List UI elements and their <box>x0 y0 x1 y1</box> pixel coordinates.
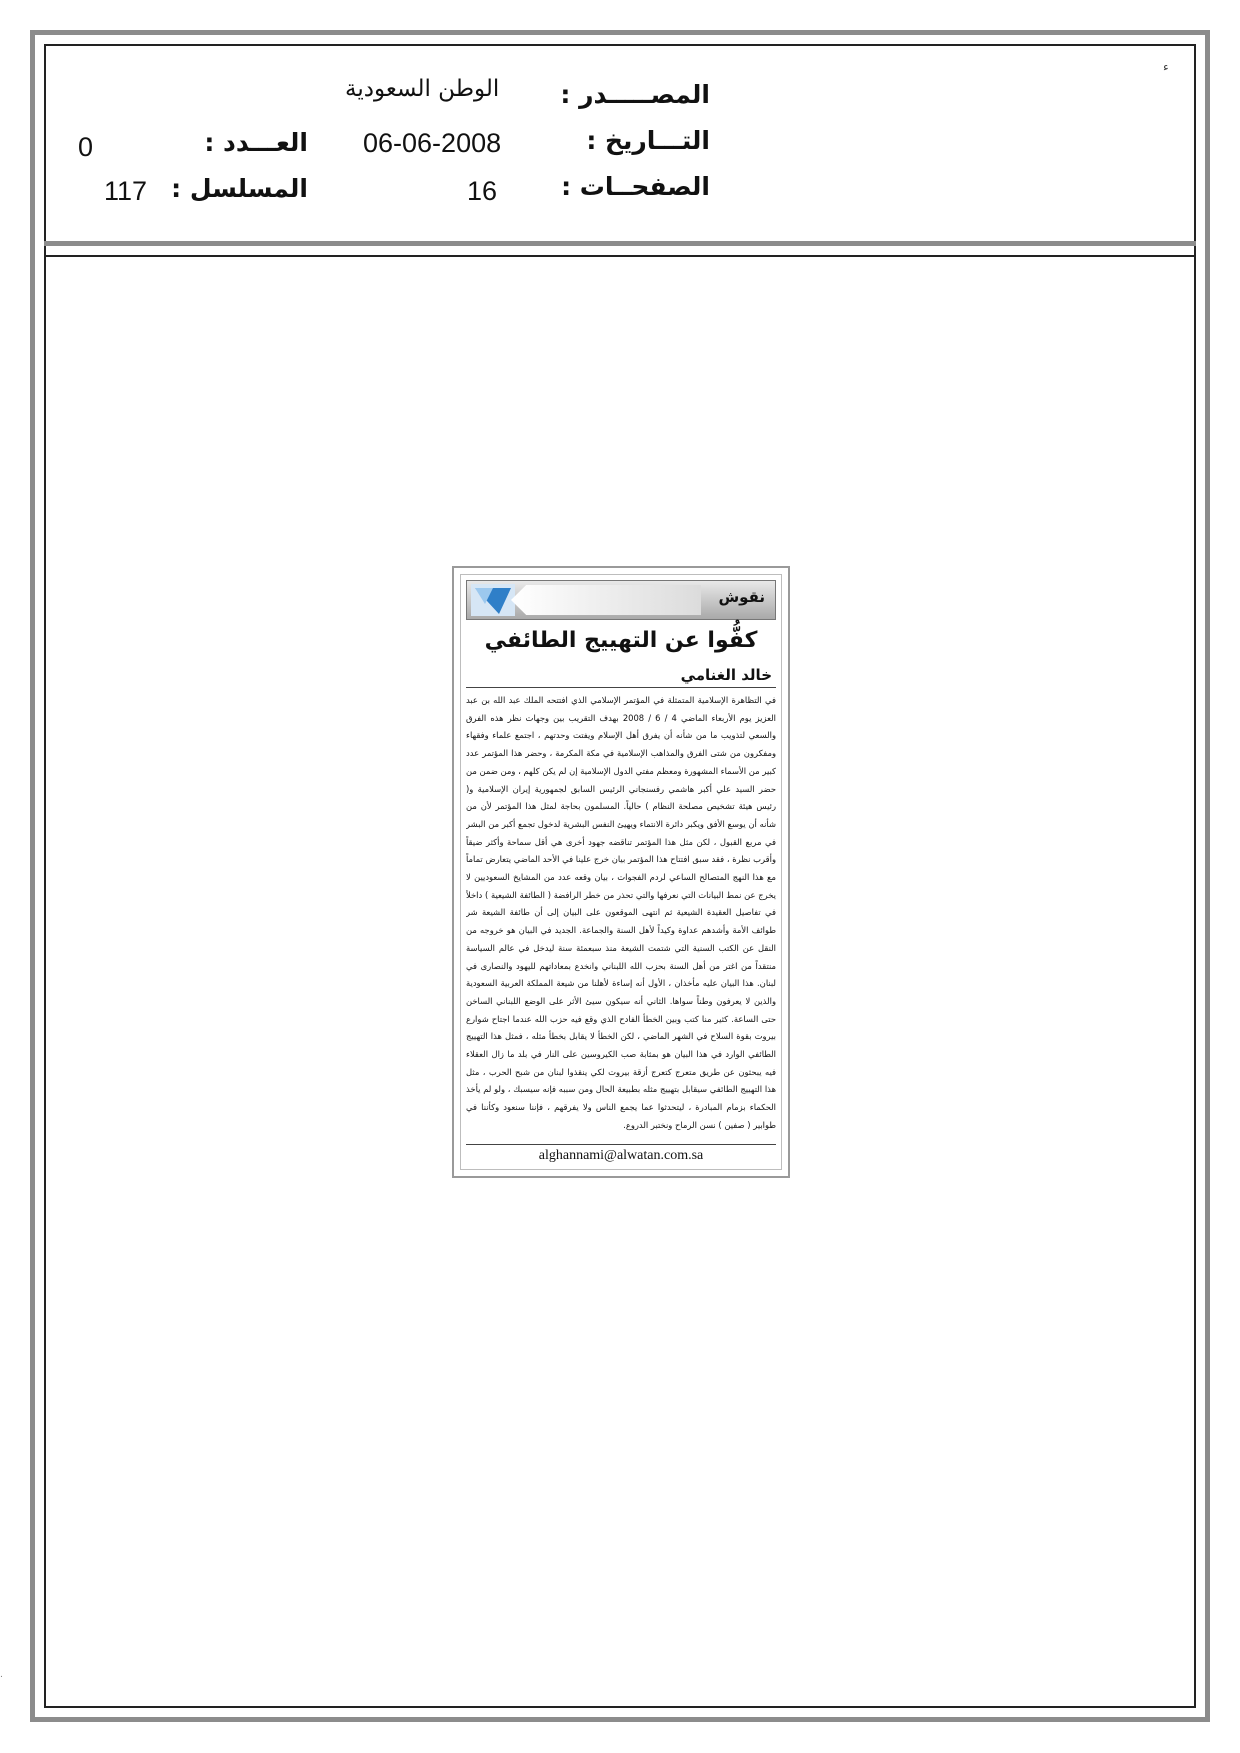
article-title: كفُّوا عن التهييج الطائفي <box>484 628 758 653</box>
section-label: نقوش <box>718 588 765 606</box>
article-body: في التظاهرة الإسلامية المتمثلة في المؤتمر الإسلامي الذي افتتحه الملك عبد الله بن عبد العزيز يوم الأربعاء الماضي 4 / 6 / 2008 بهدف التقريب بين وجهات نظر هذه الفرق والسعي لتذويب ما من شأنه أن يفرق أهل الإسلام ويفتت وحدتهم ، اجتمع علماء وفقهاء ومفكرون من شتى الفرق والمذاهب الإسلامية في مكة المكرمة ، وحضر هذا المؤتمر عدد كبير من الأسماء المشهورة ومعظم مفتي الدول الإسلامية إن لم يكن كلهم ، ومن ضمن من حضر السيد علي أكبر هاشمي رفسنجاني الرئيس السابق لجمهورية إيران الإسلامية و( رئيس هيئة تشخيص مصلحة النظام ) حالياً. المسلمون بحاجة لمثل هذا المؤتمر لأن من شأنه أن يوسع الأفق ويكبر دائرة الانتماء ويهيئ النفس البشرية لدخول تجمع أكبر من البشر في مربع القبول ، لكن مثل هذا المؤتمر تناقضه جهود أخرى هي أقل سماحة وأكثر ضيقاً وأقرب نظرة ، فقد سبق افتتاح هذا المؤتمر بيان خرج علينا في الأحد الماضي يتعارض تماماً مع هذا النهج المتصالح الساعي لردم الفجوات ، بيان وقعه عدد من المشايخ السعوديين لا يخرج عن نمط البيانات التي نعرفها والتي تحذر من خطر الرافضة ( الطائفة الشيعية ) داخلاً في تفاصيل العقيدة الشيعية ثم انتهى الموقعون على البيان إلى أن طائفة الشيعة شر طوائف الأمة وأشدهم عداوة وكيداً لأهل السنة والجماعة. الجديد في البيان هو خروجه من النقل عن الكتب السنية التي شتمت الشيعة منذ سبعمئة سنة ليدخل في عالم السياسة منتقداً من اغتر من أهل السنة بحزب الله اللبناني وانخدع بمعاداتهم لليهود والنصارى في لبنان. هذا البيان عليه مأخذان ، الأول أنه إساءة لأهلنا من شيعة المملكة العربية السعودية والذين لا يعرفون وطناً سواها. الثاني أنه سيكون سيئ الأثر على الوضع اللبناني الساخن حتى الساعة. كثير منا كتب وبين الخطأ الفادح الذي وقع فيه حزب الله عندما اجتاح شوارع بيروت بقوة السلاح في الشهر الماضي ، لكن الخطأ لا يقابل بخطأ مثله ، فمثل هذا التهييج الطائفي الوارد في هذا البيان هو بمثابة صب الكيروسين على النار في بلد ما زال العقلاء فيه يبحثون عن طريق متعرج كتعرج أزقة بيروت لكي ينقذوا لبنان من شبح الحرب ، مثل هذا التهييج الطائفي سيقابل بتهييج مثله بطبيعة الحال ومن سببه فإنه سيسبك ، ولو لم يأخذ الحكماء بزمام المبادرة ، ليتحدثوا عما يجمع الناس ولا يفرقهم ، فإننا سنعود وكأننا في طوابير ( صفين ) نسن الرماح ونختبر الدروع. <box>466 695 776 1130</box>
date-value: 06-06-2008 <box>363 128 502 158</box>
source-label: المصـــــدر : <box>560 80 710 109</box>
pages-label: الصفحــات : <box>561 172 710 201</box>
issue-label: العـــدد : <box>204 128 308 157</box>
issue-value: 0 <box>78 132 94 162</box>
date-label: التـــاريخ : <box>586 126 710 155</box>
source-value: الوطن السعودية <box>345 76 500 102</box>
header-separator-thin <box>44 255 1196 257</box>
article-author: خالد الغنامي <box>680 666 772 684</box>
serial-label: المسلسل : <box>171 174 308 203</box>
corner-mark: ء <box>1163 60 1169 74</box>
newspaper-clipping <box>452 566 790 1178</box>
serial-value: 117 <box>104 176 148 206</box>
left-margin-mark: . <box>0 1670 3 1680</box>
author-email: alghannami@alwatan.com.sa <box>538 1148 704 1163</box>
pages-value: 16 <box>467 176 498 206</box>
newspaper-logo-icon <box>471 584 515 616</box>
footer-divider <box>466 1144 776 1145</box>
section-banner <box>466 580 776 620</box>
header-separator-thick <box>44 241 1196 246</box>
author-divider <box>466 687 776 688</box>
banner-arrow <box>511 585 701 615</box>
